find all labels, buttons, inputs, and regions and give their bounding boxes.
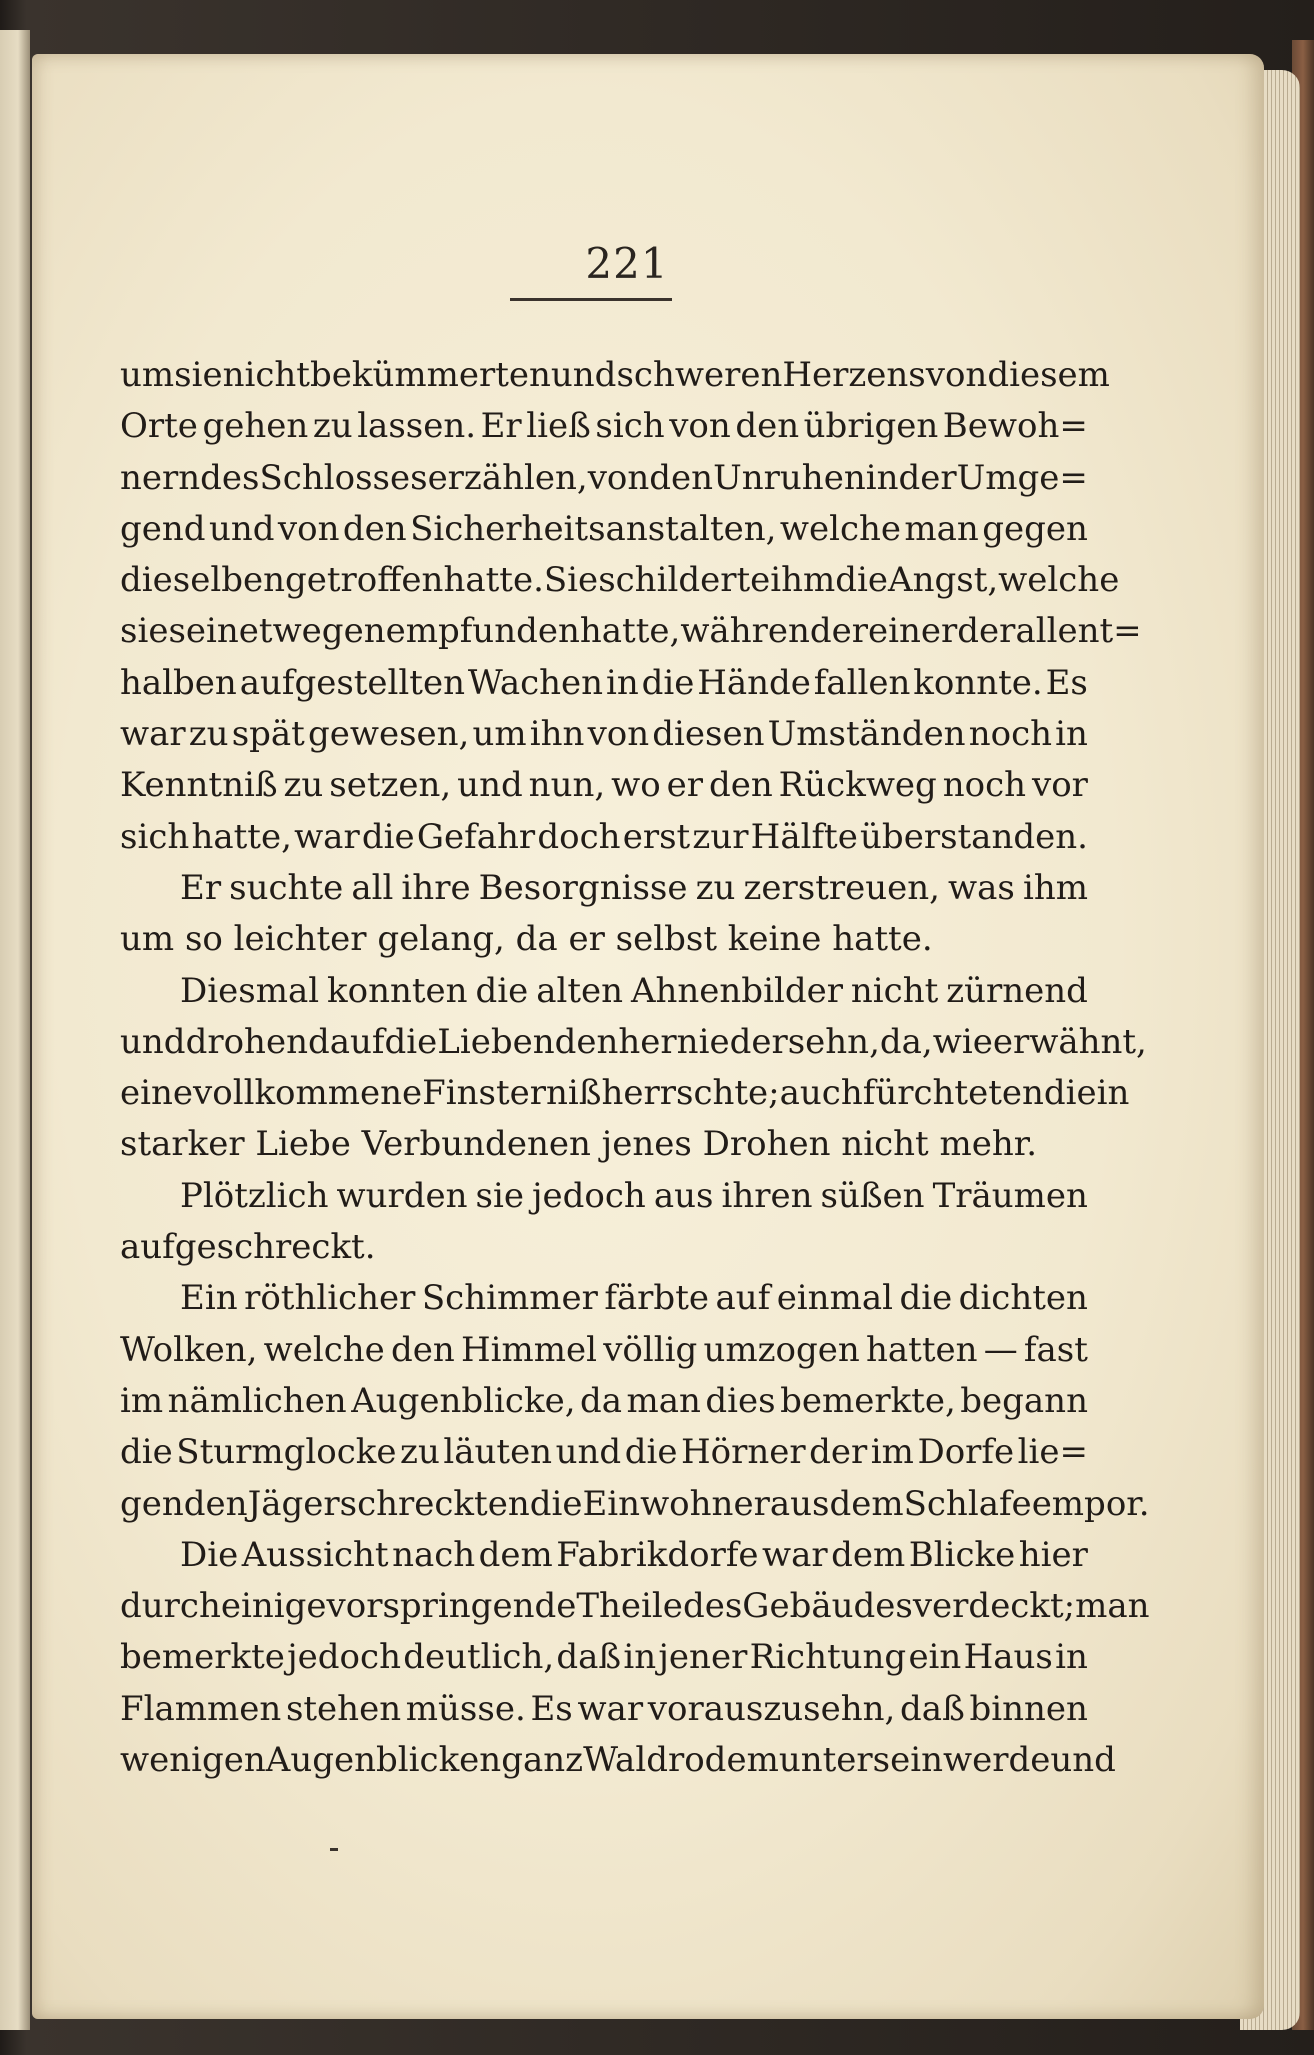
text-line: im nämlichen Augenblicke, da man dies bemerkte, begann — [120, 1380, 1088, 1421]
text-line: die Sturmglocke zu läuten und die Hörner der im Dorfe lie= — [120, 1432, 1088, 1473]
header-rule — [510, 298, 672, 301]
text-line: Diesmal konnten die alten Ahnenbilder nicht zürnend — [180, 970, 1088, 1011]
text-line: genden Jäger schreckten die Einwohner aus dem Schlafe empor. — [120, 1483, 1150, 1524]
text-line: Ein röthlicher Schimmer färbte auf einmal die dichten — [180, 1278, 1088, 1319]
text-line: nern des Schlosses erzählen, von den Unruhen in der Umge= — [120, 457, 1088, 498]
text-line: durch einige vorspringende Theile des Gebäudes verdeckt; man — [120, 1586, 1150, 1627]
text-line: und drohend auf die Liebenden herniedersehn, da, wie erwähnt, — [120, 1021, 1147, 1062]
text-line: Die Aussicht nach dem Fabrikdorfe war dem Blicke hier — [180, 1534, 1088, 1575]
text-line: sich hatte, war die Gefahr doch erst zur Hälfte überstanden. — [120, 816, 1088, 857]
text-line: starker Liebe Verbundenen jenes Drohen nicht mehr. — [120, 1124, 1038, 1165]
text-line: um sie nicht bekümmerten und schweren Herzens von diesem — [120, 355, 1110, 395]
text-line: Flammen stehen müsse. Es war vorauszusehn, daß binnen — [120, 1688, 1088, 1729]
text-line: um so leichter gelang, da er selbst keine hatte. — [120, 919, 933, 960]
text-line: Wolken, welche den Himmel völlig umzogen hatten — fast — [120, 1329, 1088, 1370]
text-line: halben aufgestellten Wachen in die Hände fallen konnte. Es — [120, 662, 1088, 703]
body-text — [120, 350, 1150, 1786]
text-line: eine vollkommene Finsterniß herrschte; auch fürchteten die in — [120, 1073, 1130, 1114]
text-line: bemerkte jedoch deutlich, daß in jener Richtung ein Haus in — [120, 1637, 1088, 1678]
text-line: Orte gehen zu lassen. Er ließ sich von den übrigen Bewoh= — [120, 406, 1088, 447]
text-line: Kenntniß zu setzen, und nun, wo er den Rückweg noch vor — [120, 765, 1088, 806]
text-line: sie seinetwegen empfunden hatte, während er einer der allent= — [120, 611, 1142, 652]
book-cover-left-edge — [0, 30, 30, 2030]
text-line: war zu spät gewesen, um ihn von diesen Umständen noch in — [120, 714, 1088, 755]
page-number: 221 — [585, 239, 669, 288]
text-line: aufgeschreckt. — [120, 1227, 376, 1268]
book-page — [32, 54, 1264, 2019]
text-line: gend und von den Sicherheitsanstalten, welche man gegen — [120, 508, 1088, 549]
text-line: dieselben getroffen hatte. Sie schilderte ihm die Angst, welche — [120, 560, 1120, 601]
text-line: wenigen Augenblicken ganz Waldrode munter sein werde und — [120, 1740, 1116, 1781]
printer-mark — [330, 1848, 338, 1851]
text-line: Plötzlich wurden sie jedoch aus ihren süßen Träumen — [180, 1175, 1088, 1216]
text-line: Er suchte all ihre Besorgnisse zu zerstreuen, was ihm — [180, 867, 1088, 908]
